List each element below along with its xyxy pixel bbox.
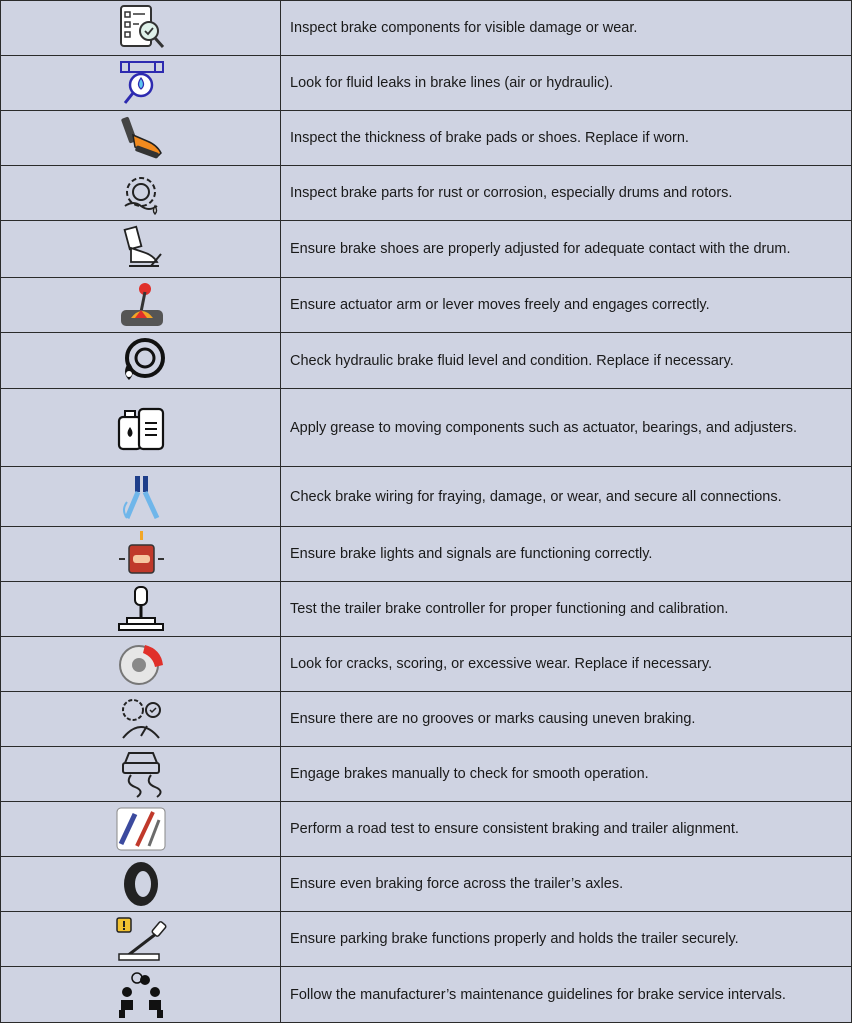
icon-cell [1,857,281,912]
table-row [1,747,852,802]
row-text: Look for fluid leaks in brake lines (air or hydraulic). [281,56,852,111]
icon-cell [1,912,281,967]
table-row [1,637,852,692]
foot-pressing-pedal-icon [111,224,171,274]
table-row [1,802,852,857]
icon-cell [1,747,281,802]
row-text: Ensure actuator arm or lever moves freely and engages correctly. [281,278,852,333]
table-row [1,278,852,333]
icon-cell [1,111,281,166]
row-text: Look for cracks, scoring, or excessive wear. Replace if necessary. [281,637,852,692]
grease-containers-icon [111,403,171,453]
road-test-icon [111,804,171,854]
brake-rotor-caliper-icon [111,639,171,689]
row-text: Ensure brake shoes are properly adjusted for adequate contact with the drum. [281,221,852,278]
icon-cell [1,802,281,857]
icon-cell [1,637,281,692]
row-text: Inspect brake components for visible damage or wear. [281,1,852,56]
row-text: Ensure brake lights and signals are functioning correctly. [281,527,852,582]
icon-cell [1,278,281,333]
table-row [1,527,852,582]
icon-cell [1,527,281,582]
car-winding-road-icon [111,749,171,799]
row-text: Ensure there are no grooves or marks causing uneven braking. [281,692,852,747]
table-row [1,221,852,278]
icon-cell [1,389,281,467]
table-row [1,333,852,389]
row-text: Ensure even braking force across the trailer’s axles. [281,857,852,912]
joystick-controller-icon [111,584,171,634]
icon-cell [1,692,281,747]
rusty-gear-icon [111,168,171,218]
two-people-discussion-icon [111,970,171,1020]
table-row [1,582,852,637]
warning-brake-light-icon [111,529,171,579]
row-text: Check hydraulic brake fluid level and condition. Replace if necessary. [281,333,852,389]
row-text: Engage brakes manually to check for smooth operation. [281,747,852,802]
table-row [1,912,852,967]
table-row [1,111,852,166]
table-row [1,389,852,467]
icon-cell [1,967,281,1023]
row-text: Inspect the thickness of brake pads or shoes. Replace if worn. [281,111,852,166]
row-text: Test the trailer brake controller for proper functioning and calibration. [281,582,852,637]
table-row [1,1,852,56]
parking-brake-warning-icon [111,914,171,964]
row-text: Apply grease to moving components such as actuator, bearings, and adjusters. [281,389,852,467]
table-row [1,692,852,747]
foot-on-pedal-icon [111,113,171,163]
table-row [1,467,852,527]
fluid-leak-magnifier-icon [111,58,171,108]
icon-cell [1,221,281,278]
table-row [1,166,852,221]
gear-gauge-check-icon [111,694,171,744]
row-text: Ensure parking brake functions properly and holds the trailer securely. [281,912,852,967]
table-row [1,56,852,111]
row-text: Inspect brake parts for rust or corrosion, especially drums and rotors. [281,166,852,221]
icon-cell [1,467,281,527]
checklist-magnifier-icon [111,3,171,53]
lever-actuator-icon [111,280,171,330]
row-text: Check brake wiring for fraying, damage, or wear, and secure all connections. [281,467,852,527]
icon-cell [1,166,281,221]
row-text: Follow the manufacturer’s maintenance guidelines for brake service intervals. [281,967,852,1023]
row-text: Perform a road test to ensure consistent braking and trailer alignment. [281,802,852,857]
icon-cell [1,582,281,637]
table-row [1,857,852,912]
tire-icon [111,859,171,909]
wire-crimper-icon [111,472,171,522]
icon-cell [1,333,281,389]
table-row [1,967,852,1023]
icon-cell [1,1,281,56]
brake-disc-fluid-icon [111,336,171,386]
icon-cell [1,56,281,111]
